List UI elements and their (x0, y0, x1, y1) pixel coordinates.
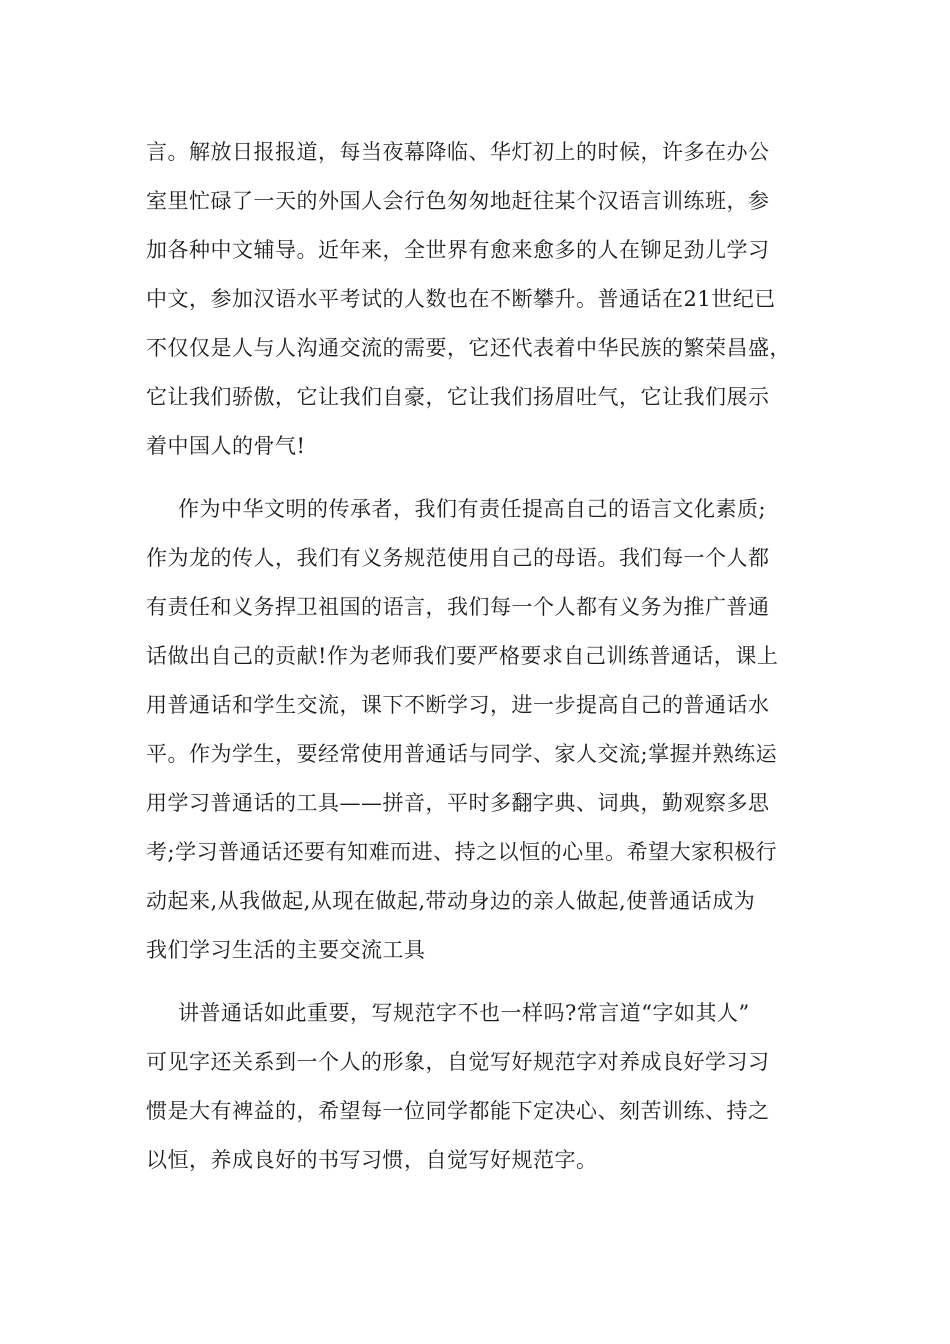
paragraph-line: 有责任和义务捍卫祖国的语言，我们每一个人都有义务为推广普通 (146, 595, 770, 619)
paragraph-line: 中文，参加汉语水平考试的人数也在不断攀升。普通话在21世纪已 (146, 287, 776, 311)
paragraph-line: 不仅仅是人与人沟通交流的需要，它还代表着中华民族的繁荣昌盛， (146, 336, 791, 360)
paragraph-line: 可见字还关系到一个人的形象，自觉写好规范字对养成良好学习习 (146, 1050, 770, 1074)
paragraph-line: 考;学习普通话还要有知难而进、持之以恒的心里。希望大家积极行 (146, 840, 778, 864)
paragraph-line: 讲普通话如此重要，写规范字不也一样吗?常言道“字如其人” (178, 1001, 750, 1025)
paragraph-line: 它让我们骄傲，它让我们自豪，它让我们扬眉吐气，它让我们展示 (146, 385, 770, 409)
paragraph-line: 室里忙碌了一天的外国人会行色匆匆地赶往某个汉语言训练班，参 (146, 189, 770, 213)
paragraph-line: 作为中华文明的传承者，我们有责任提高自己的语言文化素质; (178, 497, 767, 521)
paragraph-line: 以恒，养成良好的书写习惯，自觉写好规范字。 (146, 1148, 598, 1172)
paragraph-line: 我们学习生活的主要交流工具 (146, 938, 426, 962)
paragraph-line: 言。解放日报报道，每当夜幕降临、华灯初上的时候，许多在办公 (146, 140, 770, 164)
paragraph-line: 用普通话和学生交流，课下不断学习，进一步提高自己的普通话水 (146, 693, 770, 717)
paragraph-line: 动起来,从我做起,从现在做起,带动身边的亲人做起,使普通话成为 (146, 889, 756, 913)
paragraph-line: 平。作为学生，要经常使用普通话与同学、家人交流;掌握并熟练运 (146, 742, 778, 766)
paragraph-line: 用学习普通话的工具——拼音，平时多翻字典、词典，勤观察多思 (146, 791, 770, 815)
paragraph-line: 惯是大有裨益的，希望每一位同学都能下定决心、刻苦训练、持之 (146, 1099, 770, 1123)
paragraph-line: 作为龙的传人，我们有义务规范使用自己的母语。我们每一个人都 (146, 546, 770, 570)
paragraph-line: 话做出自己的贡献!作为老师我们要严格要求自己训练普通话，课上 (146, 644, 779, 668)
paragraph-line: 着中国人的骨气! (146, 434, 306, 458)
paragraph-line: 加各种中文辅导。近年来，全世界有愈来愈多的人在铆足劲儿学习 (146, 238, 770, 262)
